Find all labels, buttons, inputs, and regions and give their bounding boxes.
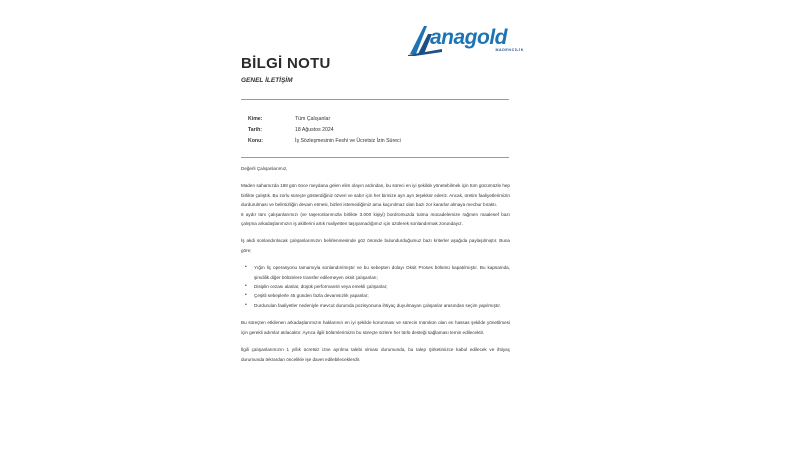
paragraph-3: İş akdi sonlandırılacak çalışanlarımızın belirlenmesinde göz önünde bulundurduğumuz bazı kriterler aşağıda paylaşılmıştır. Buna göre; xyxy=(241,238,510,253)
meta-key: Tarih: xyxy=(248,127,263,133)
meta-value: 18 Ağustos 2024 xyxy=(295,127,334,133)
list-item: • Yığın liç operasyonu tamamıyla sonlandırılmıştır ve bu sebepten dolayı Oksit Proses bölümü kapatılmıştır. Bu kapsamda, şimdilik diğer bölümlere transfer edilemeyen oksit çalışanları; xyxy=(245,264,510,280)
meta-value: Tüm Çalışanlar xyxy=(295,116,331,122)
list-item: • Çeşitli sebeplerle 45 günden fazla devamsızlık yapanlar; xyxy=(245,292,369,299)
list-item: • Durdurulan faaliyetler nedeniyle mevcut durumda pozisyonuna ihtiyaç duyulmayan çalışanlar arasından seçim yapılmıştır. xyxy=(245,301,501,308)
meta-key: Konu: xyxy=(248,138,263,144)
criteria-list xyxy=(241,263,510,310)
greeting: Değerli Çalışanlarımız, xyxy=(241,166,288,171)
logo-wordmark: anagold xyxy=(430,26,508,49)
logo-tagline: MADENCİLİK xyxy=(495,48,524,52)
page-title: BİLGİ NOTU xyxy=(241,55,331,72)
divider-top xyxy=(241,99,509,100)
meta-key: Kime: xyxy=(248,116,263,122)
divider-bottom xyxy=(241,157,509,158)
list-item: • Disiplin cezası alanlar, düşük performanslı veya emekli çalışanlar; xyxy=(245,283,388,290)
letter-body xyxy=(241,164,510,364)
paragraph-5: İlgili çalışanlarımızın 1 yıllık ücretsiz izne ayrılma talebi olması durumunda, bu talep Şirketimizce kabul edilecek ve ihtiyaç durumunda tekrardan öncelikle işe davet edilebileceklerdir. xyxy=(241,347,510,362)
paragraph-1: Maden sahamızda 188 gün önce meydana gelen elim olayın ardından, bu süreci en iyi şekilde yönetebilmek için tüm gücümüzle hep birlikte çalıştık. Bu zorlu süreçte gösterdiğiniz özveri ve sabır için her birinize ayrı ayrı teşekkür ederiz. Ancak, üretim faaliyetlerimizin durdurulması ve belirsizliğin devam etmesi, bizleri istemediğimiz ama kaçınılmaz olan bazı zor kararlar almaya mecbur bıraktı. xyxy=(241,183,510,208)
meta-value: İş Sözleşmesinin Feshi ve Ücretsiz İzin Süreci xyxy=(295,138,401,144)
anagold-logo xyxy=(408,24,528,56)
paragraph-4: Bu süreçten etkilenen arkadaşlarımızın haklarının en iyi şekilde korunması ve sürecin mümkün olan en hassas şekilde yönetilmesi için gerekli adımlar atılacaktır. Ayrıca ilgili bölümlerimizin bu süreçte sizlere her türlü desteği sağlaması temin edilecektir. xyxy=(241,320,510,335)
paragraph-2: 6 aydır tüm çalışanlarımızı (ve taşeronlarımızla birlikte 3.000 kişiyi) bordromuzda tutma mücadelemize rağmen maalesef bazı çalışma arkadaşlarımızın iş akitlerini artık maliyetten taşıyamadığımız için üzülerek sonlandırmak zorundayız. xyxy=(241,211,510,227)
page-subtitle: GENEL İLETİŞİM xyxy=(241,77,293,84)
